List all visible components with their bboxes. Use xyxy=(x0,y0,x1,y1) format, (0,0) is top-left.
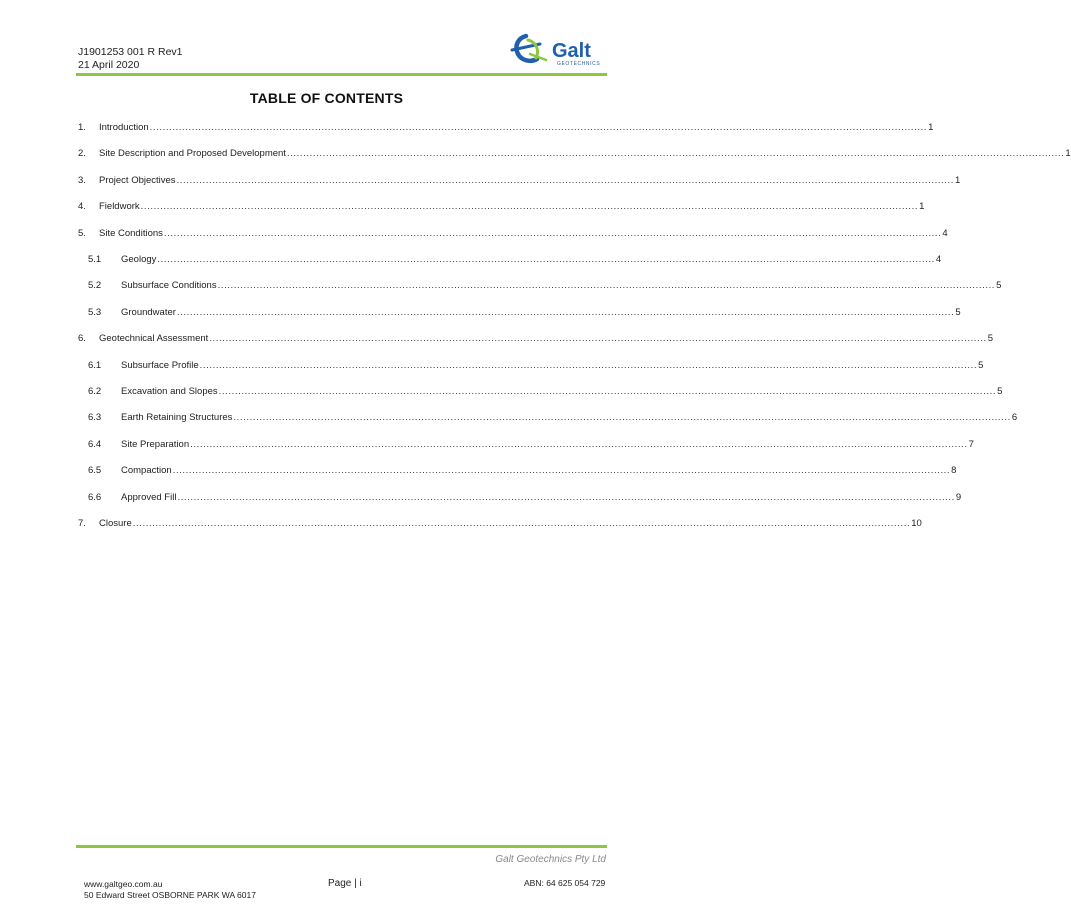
toc-leader-dots: ................................................................................................................................................................................................................................................ xyxy=(233,412,1011,424)
toc-entry-page: 6 xyxy=(1011,412,1018,424)
toc-entry-number: 4. xyxy=(78,201,86,213)
toc-leader-dots: ................................................................................................................................................................................................................................................ xyxy=(140,201,919,213)
toc-leader-dots: ................................................................................................................................................................................................................................................ xyxy=(190,438,968,450)
document-reference: J1901253 001 R Rev1 xyxy=(78,46,183,58)
toc-entry-number: 3. xyxy=(78,174,86,186)
toc-leader-dots: ................................................................................................................................................................................................................................................ xyxy=(218,386,997,397)
toc-entry-label: Site Description and Proposed Development xyxy=(99,148,286,160)
toc-entry-page: 1 xyxy=(955,174,961,186)
toc-entry-page: 5 xyxy=(996,280,1002,292)
toc-entry-number: 6.5 xyxy=(88,465,102,477)
toc-entry-number: 6.2 xyxy=(88,386,102,397)
toc-subentry[interactable] xyxy=(78,305,961,319)
toc-entry[interactable] xyxy=(78,120,934,134)
toc-entry-label: Subsurface Conditions xyxy=(121,280,217,292)
toc-subentry[interactable] xyxy=(78,463,957,477)
footer-address: 50 Edward Street OSBORNE PARK WA 6017 xyxy=(84,890,256,900)
toc-entry-label: Groundwater xyxy=(121,306,176,318)
galt-logo-icon xyxy=(510,30,610,72)
toc-entry-label: Geotechnical Assessment xyxy=(99,333,209,345)
toc-leader-dots: ................................................................................................................................................................................................................................................ xyxy=(157,254,935,265)
toc-entry-label: Introduction xyxy=(99,122,149,133)
toc-entry-label: Site Conditions xyxy=(99,227,163,239)
toc-entry[interactable] xyxy=(78,173,961,187)
toc-entry-label: Excavation and Slopes xyxy=(121,386,218,397)
toc-entry-page: 4 xyxy=(935,254,942,265)
toc-entry-label: Closure xyxy=(99,518,132,529)
toc-entry-label: Project Objectives xyxy=(99,174,176,186)
toc-entry-page: 1 xyxy=(1065,148,1071,160)
footer-contact xyxy=(84,879,256,901)
toc-entry-label: Geology xyxy=(121,254,157,265)
toc-entry[interactable] xyxy=(78,146,1071,160)
toc-entry-label: Subsurface Profile xyxy=(121,359,199,371)
toc-entry-number: 7. xyxy=(78,518,86,529)
toc-subentry[interactable] xyxy=(78,252,942,266)
toc-subentry[interactable] xyxy=(78,384,1003,398)
toc-entry-label: Fieldwork xyxy=(99,201,140,213)
toc-subentry[interactable] xyxy=(78,490,962,504)
logo-subtext: GEOTECHNICS xyxy=(557,61,601,67)
toc-leader-dots: ................................................................................................................................................................................................................................................ xyxy=(132,518,911,529)
toc-entry[interactable] xyxy=(78,199,925,213)
toc-leader-dots: ................................................................................................................................................................................................................................................ xyxy=(209,333,987,345)
toc-entry[interactable] xyxy=(78,516,922,530)
toc-entry-page: 9 xyxy=(955,491,962,503)
toc-entry-number: 6.6 xyxy=(88,491,102,503)
galt-logo xyxy=(510,30,610,72)
toc-subentry[interactable] xyxy=(78,358,984,372)
header-divider xyxy=(76,73,607,76)
footer-company: Galt Geotechnics Pty Ltd xyxy=(495,854,606,865)
toc-leader-dots: ................................................................................................................................................................................................................................................ xyxy=(176,306,955,318)
toc-leader-dots: ................................................................................................................................................................................................................................................ xyxy=(286,148,1065,160)
toc-leader-dots: ................................................................................................................................................................................................................................................ xyxy=(177,491,955,503)
toc-entry-page: 5 xyxy=(987,333,994,345)
toc-entry-number: 6.3 xyxy=(88,412,102,424)
toc-subentry[interactable] xyxy=(78,278,1002,292)
toc-entry-number: 5.1 xyxy=(88,254,102,265)
toc-entry-page: 5 xyxy=(978,359,984,371)
toc-entry-page: 4 xyxy=(942,227,948,239)
header-reference xyxy=(78,46,183,72)
toc-entry-page: 5 xyxy=(997,386,1003,397)
toc-entry-page: 5 xyxy=(955,306,961,318)
footer-divider xyxy=(76,845,607,848)
toc-leader-dots: ................................................................................................................................................................................................................................................ xyxy=(149,122,928,133)
toc-entry-label: Earth Retaining Structures xyxy=(121,412,233,424)
toc-entry-page: 1 xyxy=(928,122,934,133)
toc-entry-label: Compaction xyxy=(121,465,172,477)
toc-entry-page: 10 xyxy=(911,518,922,529)
toc-subentry[interactable] xyxy=(78,410,1018,424)
toc-entry[interactable] xyxy=(78,226,948,240)
toc-entry-number: 5.2 xyxy=(88,280,102,292)
toc-entry-number: 5. xyxy=(78,227,86,239)
toc-leader-dots: ................................................................................................................................................................................................................................................ xyxy=(172,465,951,477)
page-number: Page | i xyxy=(328,878,362,889)
toc-entry-number: 2. xyxy=(78,148,86,160)
toc-entry-page: 8 xyxy=(951,465,957,477)
document-date: 21 April 2020 xyxy=(78,59,140,71)
toc-entry-label: Site Preparation xyxy=(121,438,190,450)
toc-entry-number: 6. xyxy=(78,333,86,345)
toc-entry-page: 1 xyxy=(919,201,925,213)
footer-abn: ABN: 64 625 054 729 xyxy=(524,878,606,888)
toc-entry[interactable] xyxy=(78,331,994,345)
toc-entry-number: 6.1 xyxy=(88,359,102,371)
toc-leader-dots: ................................................................................................................................................................................................................................................ xyxy=(217,280,996,292)
toc-entry-label: Approved Fill xyxy=(121,491,177,503)
toc-entry-page: 7 xyxy=(968,438,974,450)
logo-wordmark: Galt xyxy=(552,40,591,62)
toc-subentry[interactable] xyxy=(78,437,974,451)
toc-entry-number: 1. xyxy=(78,122,86,133)
toc-entry-number: 5.3 xyxy=(88,306,102,318)
toc-entry-number: 6.4 xyxy=(88,438,102,450)
toc-leader-dots: ................................................................................................................................................................................................................................................ xyxy=(199,359,978,371)
page-title: TABLE OF CONTENTS xyxy=(249,90,404,106)
toc-leader-dots: ................................................................................................................................................................................................................................................ xyxy=(163,227,942,239)
toc-leader-dots: ................................................................................................................................................................................................................................................ xyxy=(176,174,955,186)
footer-website[interactable]: www.galtgeo.com.au xyxy=(84,879,163,889)
